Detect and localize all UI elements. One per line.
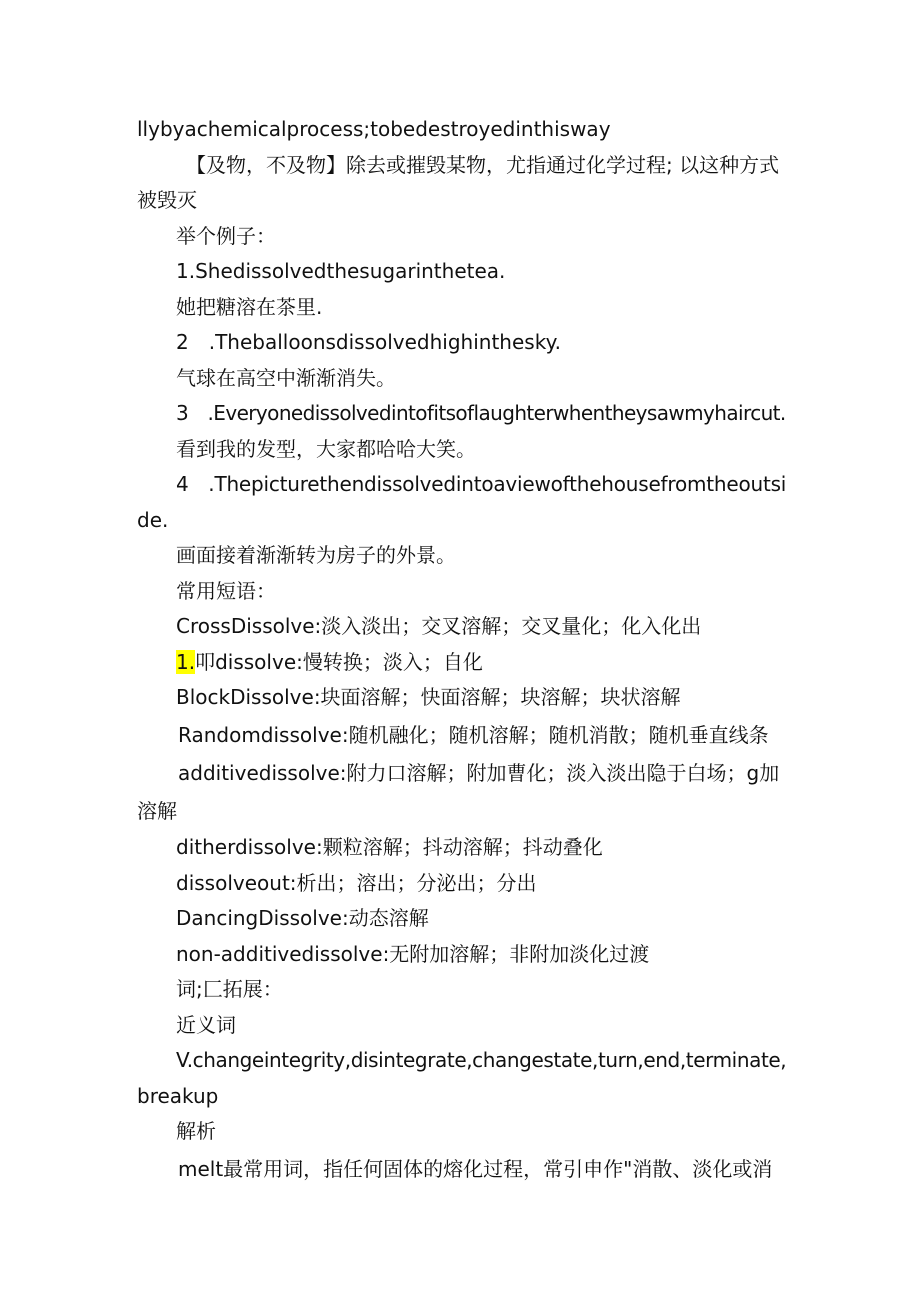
- text-line: 溶解: [137, 799, 177, 823]
- text-line: V.changeintegrity,disintegrate,changestate,turn,end,terminate,: [176, 1048, 787, 1072]
- text-line: 常用短语：: [176, 579, 276, 603]
- text-line: BlockDissolve:块面溶解；快面溶解；块溶解；块状溶解: [176, 685, 681, 709]
- text-line: ditherdissolve:颗粒溶解；抖动溶解；抖动叠化: [176, 835, 603, 859]
- text-line: 气球在高空中渐渐消失。: [176, 366, 396, 390]
- text-line: breakup: [137, 1084, 219, 1108]
- text-line: Randomdissolve:随机融化；随机溶解；随机消散；随机垂直线条: [178, 723, 769, 747]
- text-line: 看到我的发型，大家都哈哈大笑。: [176, 437, 476, 461]
- text-line: non-additivedissolve:无附加溶解；非附加淡化过渡: [176, 942, 650, 966]
- text-line: dissolveout:析出；溶出；分泌出；分出: [176, 871, 537, 895]
- text-line: 解析: [176, 1119, 216, 1143]
- text-line: additivedissolve:附力口溶解；附加曹化；淡入淡出隐于白场；g加: [178, 761, 780, 785]
- text-line: melt最常用词，指任何固体的熔化过程，常引申作"消散、淡化或消: [178, 1157, 773, 1181]
- text-line: 她把糖溶在茶里.: [176, 295, 323, 319]
- text-line: 4 .Thepicturethendissolvedintoaviewofthehousefromtheoutsi: [176, 472, 787, 496]
- text-line: 被毁灭: [137, 188, 197, 212]
- text-line: 2 .Theballoonsdissolvedhighinthesky.: [176, 330, 561, 354]
- text-line: 词;匚拓展：: [176, 977, 283, 1001]
- text-line: de.: [137, 508, 169, 532]
- text-line: [176, 648, 483, 676]
- text-line: CrossDissolve:淡入淡出；交叉溶解；交叉量化；化入化出: [176, 614, 702, 638]
- text-line: 1.Shedissolvedthesugarinthetea.: [176, 259, 506, 283]
- highlighted-text: 1.: [176, 650, 196, 674]
- text-line: DancingDissolve:动态溶解: [176, 906, 429, 930]
- text-line: 画面接着渐渐转为房子的外景。: [176, 543, 456, 567]
- text-span: 叩dissolve:慢转换；淡入；自化: [195, 650, 483, 674]
- text-line: llybyachemicalprocess;tobedestroyedinthisway: [137, 117, 611, 141]
- text-line: 3 .Everyonedissolvedintofitsoflaughterwhentheysawmyhaircut.: [176, 401, 786, 425]
- text-line: 近义词: [176, 1013, 236, 1037]
- text-line: 举个例子：: [176, 224, 276, 248]
- text-line: 【及物，不及物】除去或摧毁某物，尤指通过化学过程; 以这种方式: [186, 153, 780, 177]
